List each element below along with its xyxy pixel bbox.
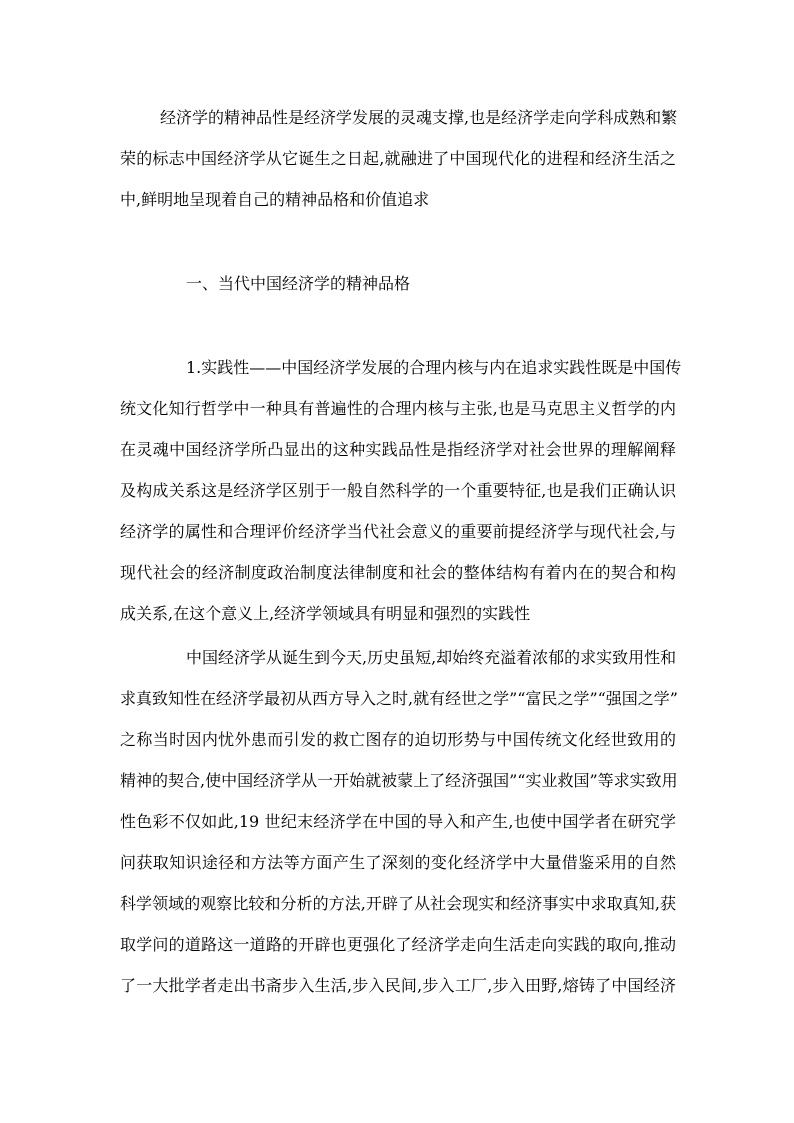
paragraph-line-7: 科学领域的观察比较和分析的方法,开辟了从社会现实和经济事实中求取真知,获 xyxy=(120,894,676,913)
section-heading: 一、当代中国经济学的精神品格 xyxy=(186,274,411,293)
subsection-line-1: 1.实践性——中国经济学发展的合理内核与内在追求实践性既是中国传 xyxy=(186,358,682,377)
paragraph-line-4: 精神的契合,使中国经济学从一开始就被蒙上了经济强国”“实业救国”等求实致用 xyxy=(120,771,678,790)
paragraph-line-3: 之称当时因内忧外患而引发的救亡图存的迫切形势与中国传统文化经世致用的 xyxy=(120,730,676,749)
intro-line-2: 荣的标志中国经济学从它诞生之日起,就融进了中国现代化的进程和经济生活之 xyxy=(120,149,676,168)
paragraph-line-1: 中国经济学从诞生到今天,历史虽短,却始终充溢着浓郁的求实致用性和 xyxy=(186,648,677,667)
paragraph-line-9: 了一大批学者走出书斋步入生活,步入民间,步入工厂,步入田野,熔铸了中国经济 xyxy=(120,976,676,995)
paragraph-line-6: 问获取知识途径和方法等方面产生了深刻的变化经济学中大量借鉴采用的自然 xyxy=(120,853,676,872)
subsection-line-5: 经济学的属性和合理评价经济学当代社会意义的重要前提经济学与现代社会,与 xyxy=(120,522,676,541)
paragraph-line-8: 取学问的道路这一道路的开辟也更强化了经济学走向生活走向实践的取向,推动 xyxy=(120,935,676,954)
subsection-line-7: 成关系,在这个意义上,经济学领域具有明显和强烈的实践性 xyxy=(120,604,531,623)
subsection-line-6: 现代社会的经济制度政治制度法律制度和社会的整体结构有着内在的契合和构 xyxy=(120,563,676,582)
intro-line-3: 中,鲜明地呈现着自己的精神品格和价值追求 xyxy=(120,190,430,209)
paragraph-line-5: 性色彩不仅如此,19 世纪末经济学在中国的导入和产生,也使中国学者在研究学 xyxy=(120,812,676,831)
intro-line-1: 经济学的精神品性是经济学发展的灵魂支撑,也是经济学走向学科成熟和繁 xyxy=(160,108,678,127)
paragraph-line-2: 求真致知性在经济学最初从西方导入之时,就有经世之学”“富民之学”“强国之学” xyxy=(120,689,678,708)
subsection-line-2: 统文化知行哲学中一种具有普遍性的合理内核与主张,也是马克思主义哲学的内 xyxy=(120,399,676,418)
subsection-line-3: 在灵魂中国经济学所凸显出的这种实践品性是指经济学对社会世界的理解阐释 xyxy=(120,440,676,459)
subsection-line-4: 及构成关系这是经济学区别于一般自然科学的一个重要特征,也是我们正确认识 xyxy=(120,481,676,500)
